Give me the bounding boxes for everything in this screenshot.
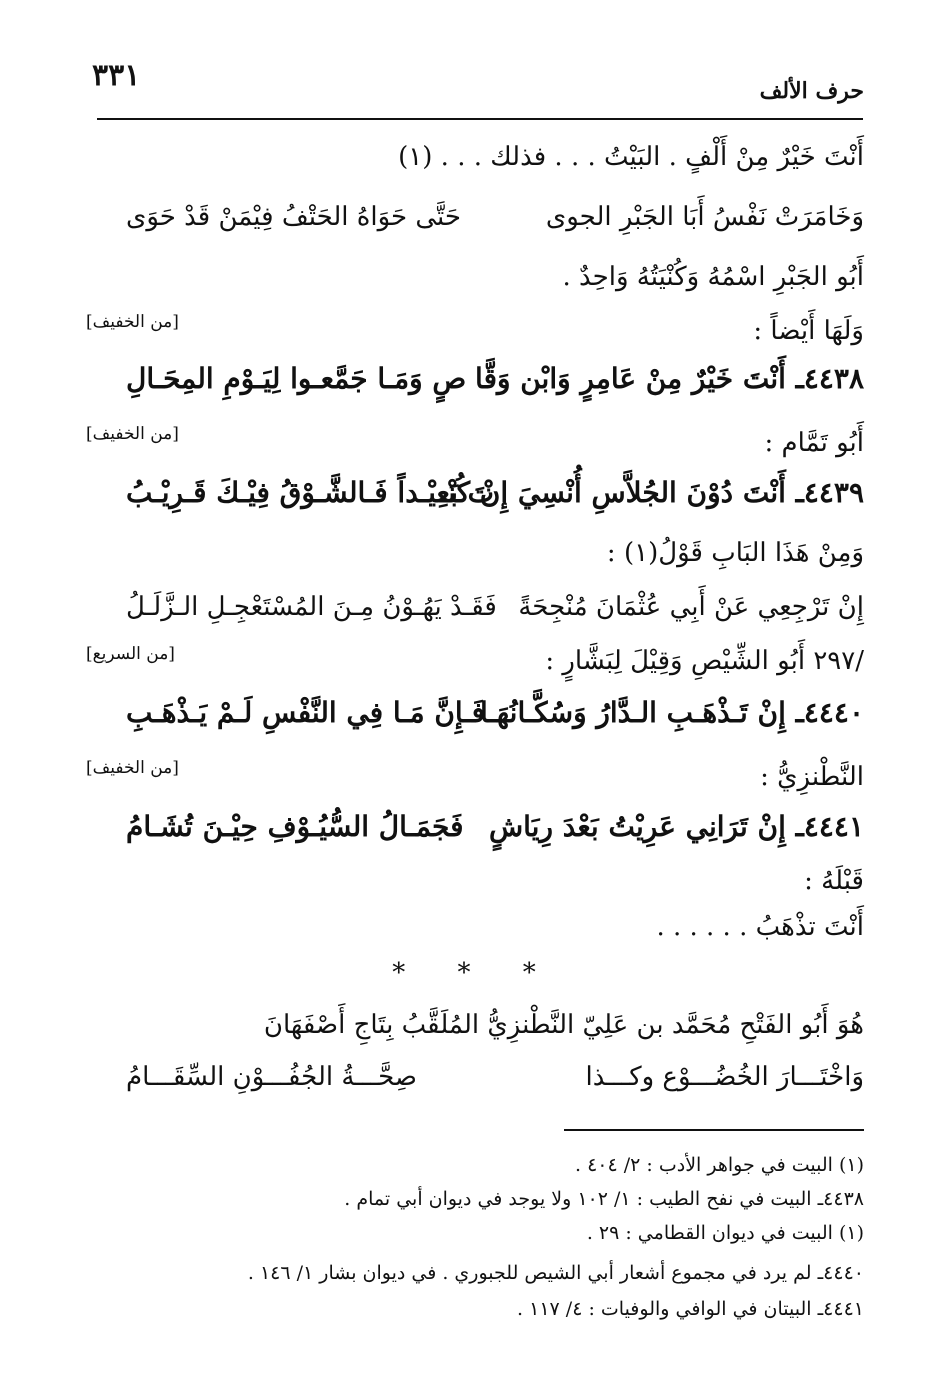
text-line-15: أَنْتَ تذْهَبُ . . . . . . — [656, 912, 864, 942]
text-line-14: قَبْلَهُ : — [804, 866, 864, 896]
meter-label: [من السريع] — [86, 644, 175, 664]
text-line-16: هُوَ أَبُو الفَتْحِ مُحَمَّد بن عَلِيّ النَّطْنزِيُّ المُلَقَّبُ بِتَاجِ أَصْفَهَانَ — [263, 1010, 864, 1040]
verse-4439-left: تَ بَعِيْـداً فَـالشَّـوْقُ فِيْـكَ قَـرِيْـبُ — [126, 476, 494, 509]
verse-left-hemistich: فَقَـدْ يَهُـوْنُ مِـنَ المُسْتَعْجِـلِ الـزَّلَـلُ — [126, 592, 497, 622]
verse-left-hemistich: صِحَّـــةُ الجُفُـــوْنِ السِّقَـــامُ — [126, 1062, 418, 1092]
text-line-3: أَبُو الجَبْرِ اسْمُهُ وَكُنْيَتُهُ وَاحِدٌ . — [562, 262, 864, 292]
verse-4441-left: فَجَمَـالُ السُّيُـوْفِ حِيْـنَ تُشَـامُ — [126, 810, 464, 843]
verse-right-hemistich: وَاخْتَـــارَ الخُضُـــوْع وكـــذا — [585, 1062, 864, 1092]
footnote: ٤٤٤٠ـ لم يرد في مجموع أشعار أبي الشيص للجبوري . في ديوان بشار ١/ ١٤٦ . — [247, 1262, 864, 1284]
verse-left-hemistich: حَتَّى حَوَاهُ الحَتْفُ فِيْمَنْ قَدْ حَوَى — [126, 202, 461, 232]
footnote: ٤٤٣٨ـ البيت في نفح الطيب : ١/ ١٠٢ ولا يوجد في ديوان أبي تمام . — [344, 1188, 864, 1210]
page-number: ٣٣١ — [92, 58, 141, 93]
speaker-line: النَّطْنزِيُّ : — [760, 762, 864, 792]
running-header-title: حرف الألف — [759, 78, 864, 104]
text-line-8: وَمِنْ هَذَا البَابِ قَوْلُ(١) : — [606, 538, 864, 568]
meter-label: [من الخفيف] — [86, 758, 179, 778]
meter-label: [من الخفيف] — [86, 312, 179, 332]
verse-right-hemistich: وَخَامَرَتْ نَفْسُ أَبَا الجَبْرِ الجوى — [545, 202, 864, 232]
text-line-1: أَنْتَ خَيْرٌ مِنْ أَلْفٍ . البَيْتُ . . . فذلك . . . (١) — [398, 142, 864, 172]
section-separator-stars: * * * — [392, 958, 558, 988]
verse-4441-right: ٤٤٤١ـ إِنْ تَرَانِي عَرِيْتُ بَعْدَ رِيَاشٍ — [488, 810, 864, 843]
meter-label: [من الخفيف] — [86, 424, 179, 444]
footnote: (١) البيت في جواهر الأدب : ٢/ ٤٠٤ . — [575, 1154, 864, 1176]
footnote: (١) البيت في ديوان القطامي : ٢٩ . — [586, 1222, 864, 1244]
speaker-line: أَبُو تَمَّام : — [764, 428, 864, 458]
footnote-rule — [564, 1129, 864, 1131]
verse-4438-right: ٤٤٣٨ـ أَنْتَ خَيْرٌ مِنْ عَامِرٍ وَابْن وَقَّا — [475, 362, 864, 395]
header-rule — [97, 118, 863, 120]
verse-4439-right: ٤٤٣٩ـ أَنْتَ دُوْنَ الجُلاَّسِ أُنْسِيَ إِنْ كُنْـ — [440, 476, 864, 509]
speaker-line: /٢٩٧ أَبُو الشِّيْصِ وَقِيْلَ لِبَشَّارٍ : — [545, 646, 864, 676]
speaker-line: وَلَهَا أَيْضاً : — [753, 316, 864, 346]
footnote: ٤٤٤١ـ البيتان في الوافي والوفيات : ٤/ ١١٧ . — [517, 1298, 864, 1320]
verse-right-hemistich: إِنْ تَرْجِعِي عَنْ أَبِي عُثْمَانَ مُنْجِحَةً — [518, 592, 864, 622]
verse-4440-left: فَـإِنَّ مَـا فِي النَّفْسِ لَـمْ يَـذْهَـبِ — [126, 696, 486, 729]
verse-4440-right: ٤٤٤٠ـ إِنْ تَـذْهَـبِ الـدَّارُ وَسُكَّـانُهَـا — [480, 696, 864, 729]
verse-4438-left: صٍ وَمَـا جَمَّعـوا لِيَـوْمِ المِحَـالِ — [126, 362, 467, 395]
